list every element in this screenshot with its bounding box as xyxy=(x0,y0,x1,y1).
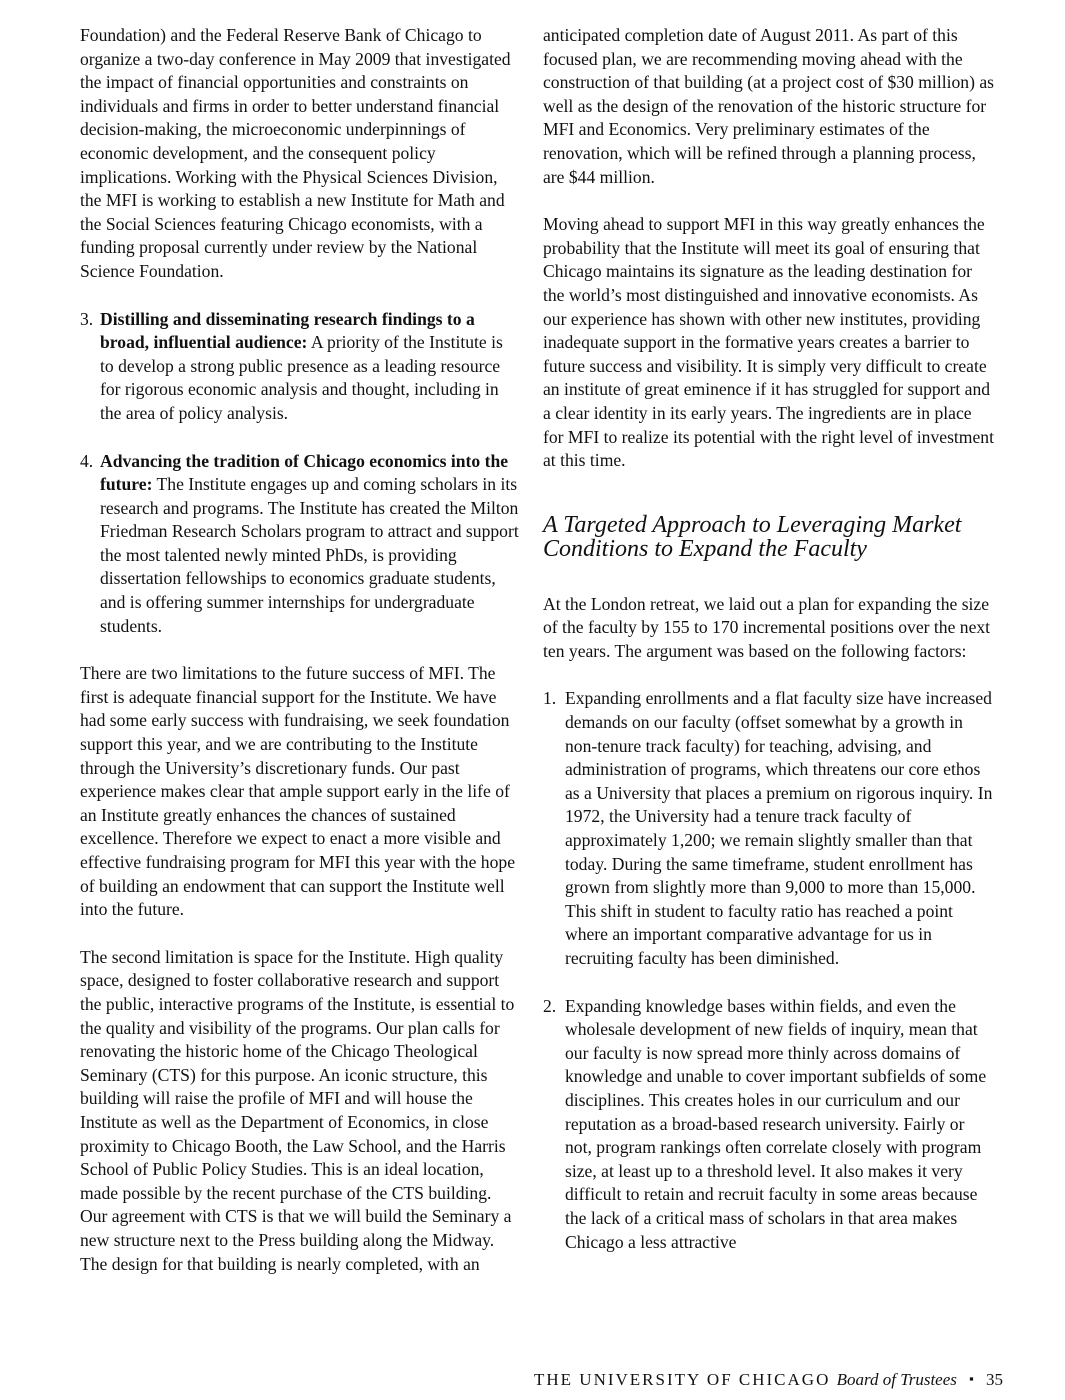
numbered-item-2 xyxy=(543,995,995,1255)
item-text: The Institute engages up and coming scholars in its research and programs. The Institute has created the Milton Friedman Research Scholars program to attract and support the most talented newly minted PhDs, is providing dissertation fellowships to economics graduate students, and is offering summer internships for undergraduate students. xyxy=(100,474,519,636)
numbered-item-3 xyxy=(80,308,520,426)
item-text: A priority of the Institute is to develop a strong public presence as a leading resource for rigorous economic analysis and thought, including in the area of policy analysis. xyxy=(100,332,503,423)
item-number: 2. xyxy=(543,995,557,1016)
intro-continuation: Foundation) and the Federal Reserve Bank of Chicago to organize a two-day conference in May 2009 that investigated the impact of financial opportunities and constraints on individuals and firms in order to better understand financial decision-making, the microeconomic underpinnings of economic development, and the consequent policy implications. Working with the Physical Sciences Division, the MFI is working to establish a new Institute for Math and the Social Sciences featuring Chicago economists, with a funding proposal currently under review by the National Science Foundation. xyxy=(80,25,511,281)
item-text: Expanding knowledge bases within fields, and even the wholesale development of new fields of inquiry, mean that our faculty is now spread more thinly across domains of knowledge and unable to cover important subfields of some disciplines. This creates holes in our curriculum and our reputation as a broad-based research university. Fairly or not, program rankings often correlate closely with program size, at least up to a threshold level. It also makes it very difficult to retain and recruit faculty in some areas because the lack of a critical mass of scholars in that area makes Chicago a less attractive xyxy=(565,995,987,1252)
numbered-item-1 xyxy=(543,687,995,970)
section-heading: A Targeted Approach to Leveraging Market Conditions to Expand the Faculty xyxy=(543,511,962,562)
paragraph-limitations: There are two limitations to the future success of MFI. The first is adequate financial support for the Institute. We have had some early success with fundraising, we seek foundation support this year, and we are contributing to the Institute through the University’s discretionary funds. Our past experience makes clear that ample support early in the life of an Institute greatly enhances the chances of sustained excellence. Therefore we expect to enact a more visible and effective fundraising program for MFI this year with the hope of building an endowment that can support the Institute well into the future. xyxy=(80,663,515,920)
footer-institution: THE UNIVERSITY OF CHICAGO xyxy=(534,1370,831,1389)
left-column xyxy=(80,24,520,1300)
footer-separator-icon: ▪ xyxy=(969,1371,974,1386)
footer-board: Board of Trustees xyxy=(836,1370,957,1389)
paragraph-space: The second limitation is space for the Institute. High quality space, designed to foster collaborative research and support the public, interactive programs of the Institute, is essential to the quality and visibility of the programs. Our plan calls for renovating the historic home of the Chicago Theological Seminary (CTS) for this purpose. An iconic structure, this building will raise the profile of MFI and will house the Institute as well as the Department of Economics, in close proximity to Chicago Booth, the Law School, and the Harris School of Public Policy Studies. This is an ideal location, made possible by the recent purchase of the CTS building. Our agreement with CTS is that we will build the Seminary a new structure next to the Press building along the Midway. The design for that building is nearly completed, with an xyxy=(80,946,515,1274)
page-footer xyxy=(534,1370,1003,1390)
page-number: 35 xyxy=(986,1370,1003,1389)
item-heading: Distilling and disseminating research findings to a broad, influential audience: xyxy=(100,308,475,353)
item-number: 3. xyxy=(80,308,94,329)
item-number: 4. xyxy=(80,450,94,471)
section-intro: At the London retreat, we laid out a plan for expanding the size of the faculty by 155 to 170 incremental positions over the next ten years. The argument was based on the following factors: xyxy=(543,593,991,661)
item-text: Expanding enrollments and a flat faculty size have increased demands on our faculty (offset somewhat by a growth in non-tenure track faculty) for teaching, advising, and administration of programs, which threatens our core ethos as a University that places a premium on rigorous inquiry. In 1972, the University had a tenure track faculty of approximately 1,200; we remain slightly smaller than that today. During the same timeframe, student enrollment has grown from slightly more than 9,000 to more than 15,000. This shift in student to faculty ratio has reached a point where an important comparative advantage for us in recruiting faculty has been diminished. xyxy=(565,688,993,968)
right-column xyxy=(543,24,995,1278)
paragraph-support: Moving ahead to support MFI in this way greatly enhances the probability that the Institute will meet its goal of ensuring that Chicago maintains its signature as the leading destination for the world’s most distinguished and innovative economists. As our experience has shown with other new institutes, providing inadequate support in the formative years creates a barrier to future success and visibility. It is simply very difficult to create an institute of great eminence if it has struggled for support and a clear identity in its early years. The ingredients are in place for MFI to realize its potential with the right level of investment at this time. xyxy=(543,214,994,471)
item-number: 1. xyxy=(543,688,557,709)
item-body xyxy=(100,450,520,639)
paragraph-completion: anticipated completion date of August 2011. As part of this focused plan, we are recommending moving ahead with the construction of that building (at a project cost of $30 million) as well as the design of the renovation of the historic structure for MFI and Economics. Very preliminary estimates of the renovation, which will be refined through a planning process, are $44 million. xyxy=(543,25,994,187)
numbered-item-4 xyxy=(80,450,520,639)
item-body xyxy=(100,308,520,426)
item-heading: Advancing the tradition of Chicago economics into the future: xyxy=(100,450,509,495)
